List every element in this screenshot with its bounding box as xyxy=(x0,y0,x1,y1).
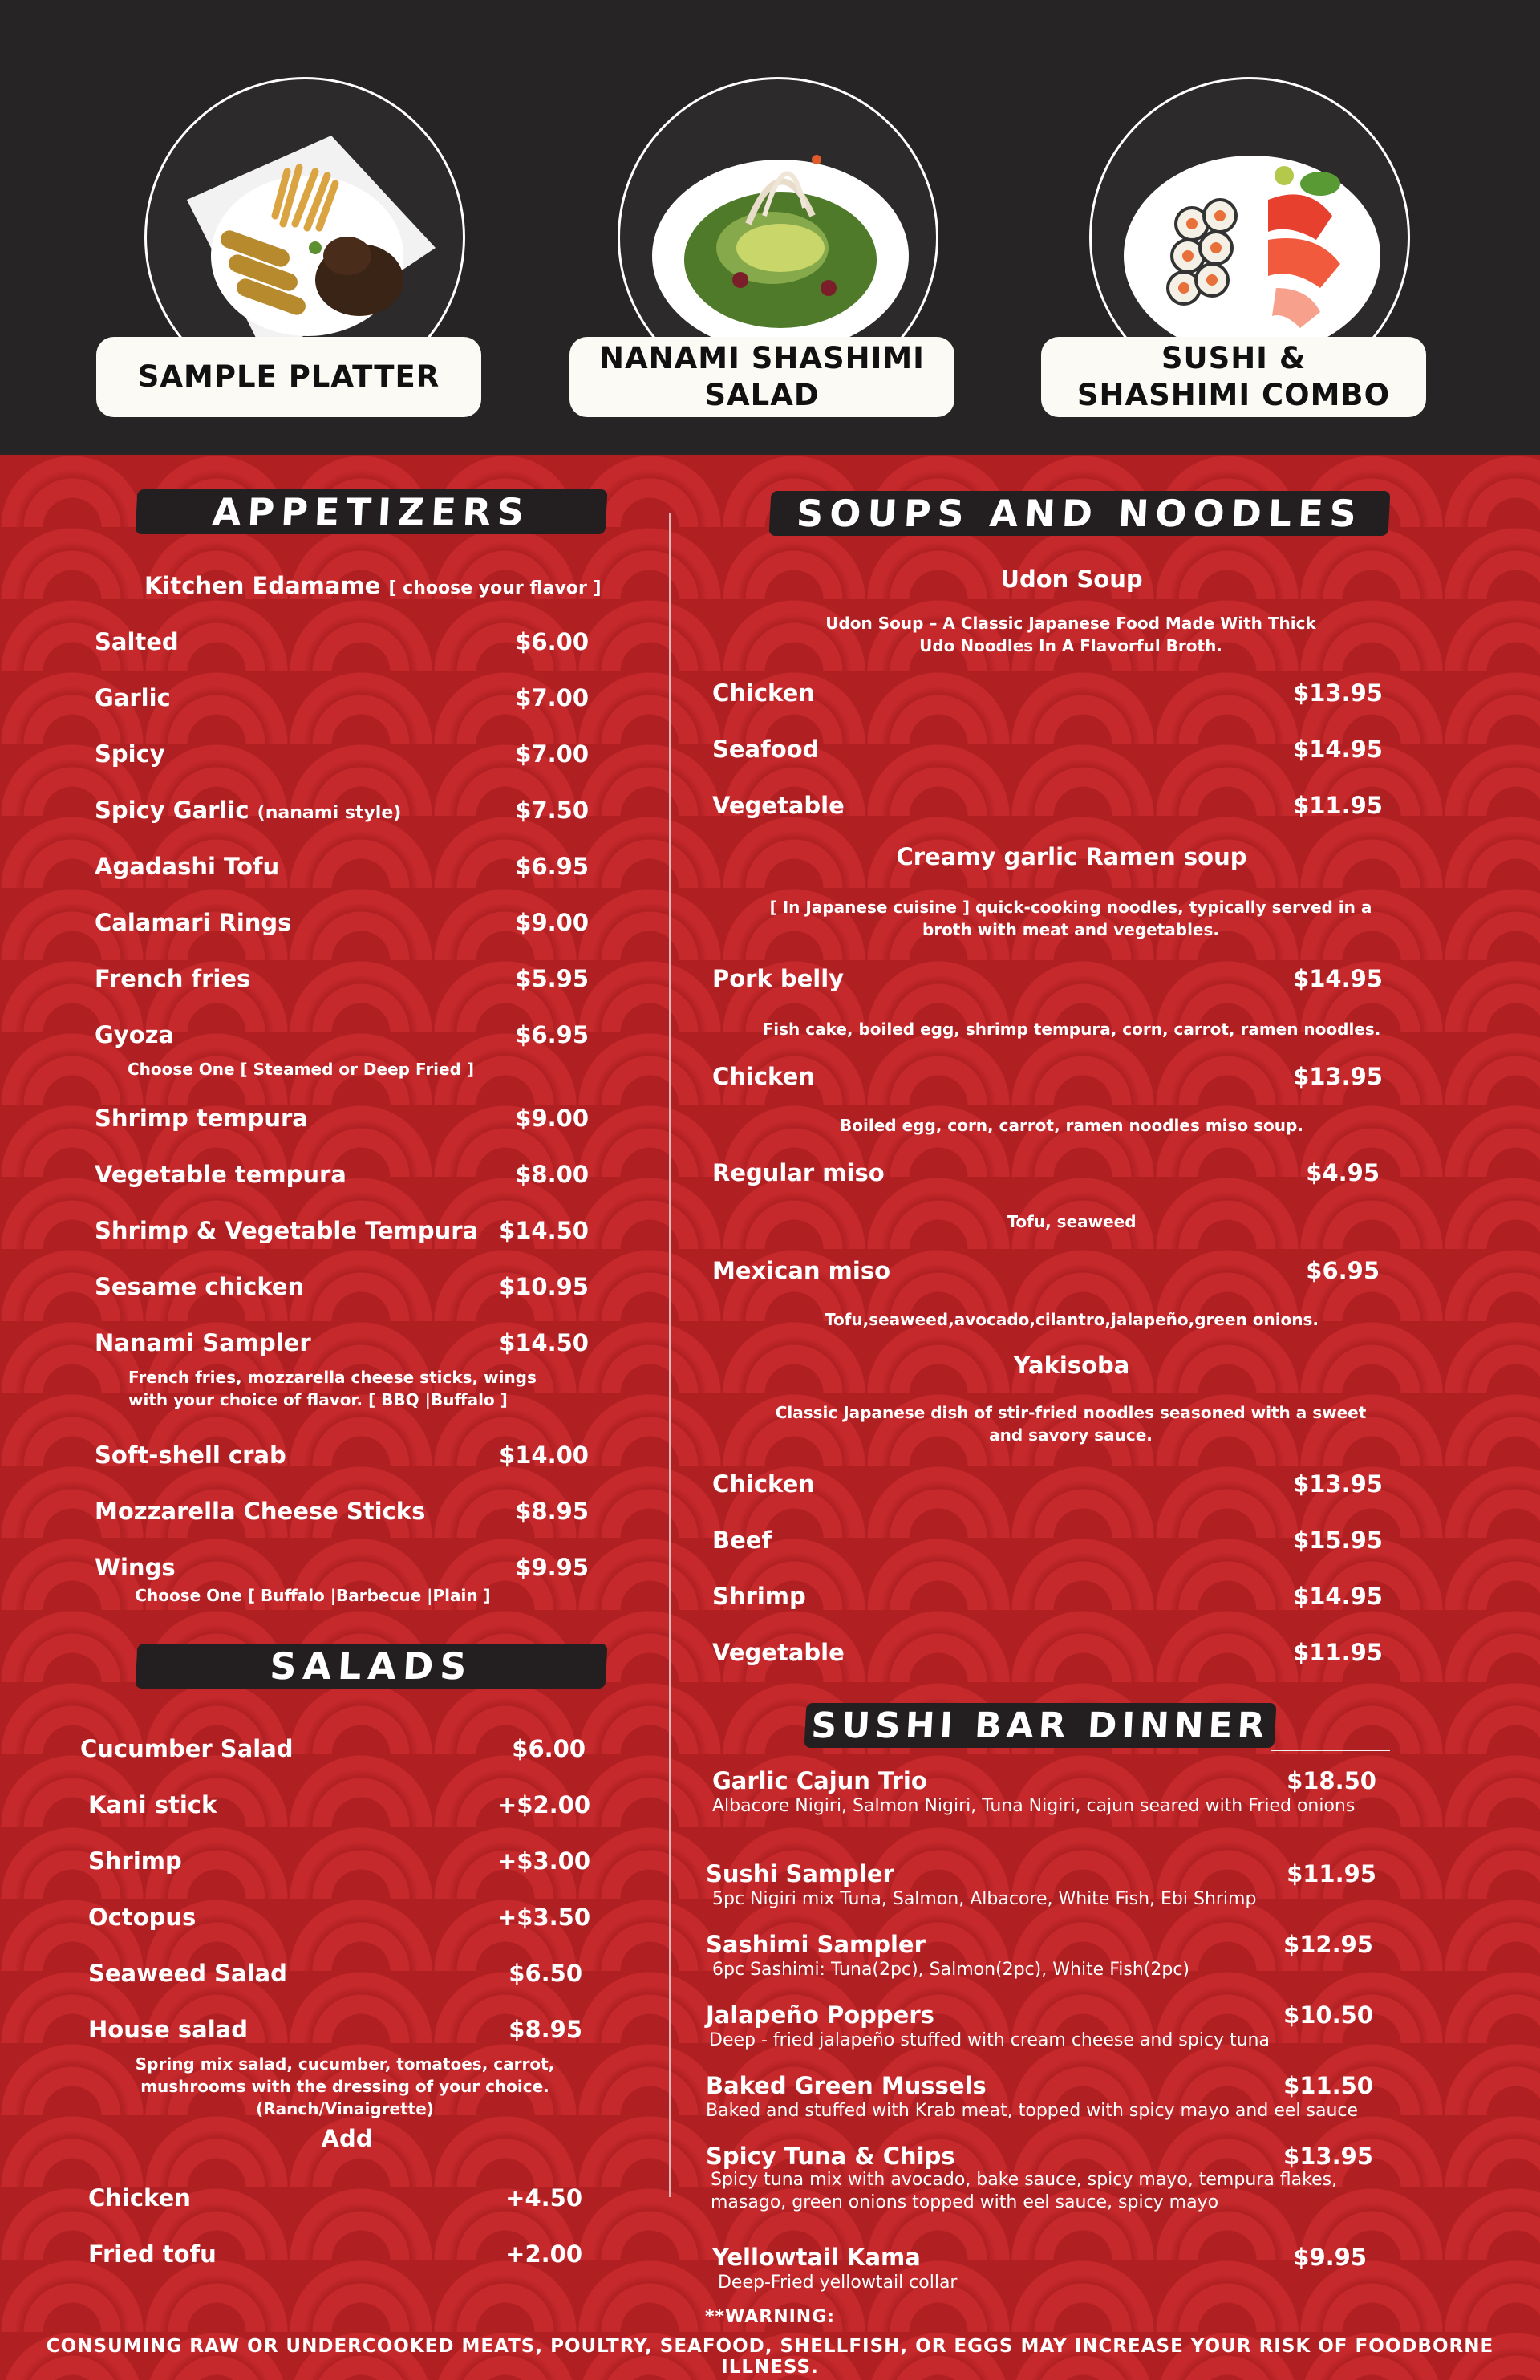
nanami-salad-label xyxy=(569,337,954,417)
appetizer-item-desc: French fries, mozzarella cheese sticks, wings with your choice of flavor. [ BBQ |Buffalo ] xyxy=(128,1368,537,1409)
udon-heading: Udon Soup xyxy=(1000,566,1143,593)
sushi-item-price: $18.50 xyxy=(1287,1767,1376,1794)
appetizer-item-note: (nanami style) xyxy=(257,803,402,823)
ramen-item-desc: Fish cake, boiled egg, shrimp tempura, corn, carrot, ramen noodles. xyxy=(762,1020,1381,1039)
appetizer-item-name: Garlic xyxy=(95,684,171,712)
sushi-item-name: Yellowtail Kama xyxy=(712,2244,921,2271)
sushi-item-desc: 5pc Nigiri mix Tuna, Salmon, Albacore, White Fish, Ebi Shrimp xyxy=(712,1889,1257,1909)
appetizer-item-name: Wings xyxy=(95,1554,176,1581)
soups-noodles-header: SOUPS AND NOODLES xyxy=(769,491,1391,536)
udon-item-name: Vegetable xyxy=(712,792,845,819)
salad-addon-price: +2.00 xyxy=(505,2240,582,2268)
featured-title-line2: SALAD xyxy=(704,378,820,412)
yakisoba-desc: Classic Japanese dish of stir-fried noodles seasoned with a sweet and savory sauce. xyxy=(775,1403,1367,1445)
sushi-item-price: $11.95 xyxy=(1287,1860,1376,1887)
appetizer-item-price: $7.50 xyxy=(515,797,589,824)
ramen-item-price: $6.95 xyxy=(1306,1257,1380,1284)
sushi-item-desc-line2: masago, green onions topped with eel sauce, spicy mayo xyxy=(711,2192,1219,2212)
appetizer-item-price: $9.00 xyxy=(515,1105,589,1132)
udon-item-name: Chicken xyxy=(712,679,815,707)
sushi-item-price: $9.95 xyxy=(1293,2244,1367,2271)
featured-header xyxy=(0,0,1540,455)
yakisoba-item-price: $11.95 xyxy=(1293,1639,1383,1666)
edamame-heading xyxy=(144,572,602,599)
salad-item-name: Shrimp xyxy=(88,1847,182,1875)
salad-item-name: Seaweed Salad xyxy=(88,1960,287,1987)
appetizer-item-name: Salted xyxy=(95,628,179,655)
appetizers-header: APPETIZERS xyxy=(136,489,608,534)
salad-item-name: Kani stick xyxy=(88,1791,217,1818)
sushi-item-name: Jalapeño Poppers xyxy=(706,2001,934,2029)
appetizer-item-price: $9.00 xyxy=(515,909,589,936)
featured-title-line1: SAMPLE PLATTER xyxy=(137,359,440,394)
sushi-item-name: Baked Green Mussels xyxy=(706,2072,987,2099)
appetizer-item-desc: Choose One [ Steamed or Deep Fried ] xyxy=(127,1060,475,1079)
yakisoba-heading: Yakisoba xyxy=(1013,1352,1130,1379)
appetizer-item-desc: Choose One [ Buffalo |Barbecue |Plain ] xyxy=(135,1586,491,1605)
salad-addon-name: Fried tofu xyxy=(88,2240,217,2268)
appetizer-item-price: $14.00 xyxy=(499,1441,589,1469)
sushi-item-name: Sashimi Sampler xyxy=(706,1931,926,1958)
sample-platter-label xyxy=(96,337,481,417)
udon-desc: Udon Soup – A Classic Japanese Food Made With Thick Udo Noodles In A Flavorful Broth. xyxy=(825,614,1316,655)
sushi-item-desc: 6pc Sashimi: Tuna(2pc), Salmon(2pc), White Fish(2pc) xyxy=(712,1960,1189,1980)
nanami-salad-illustration xyxy=(644,128,917,368)
appetizer-item-name: Soft-shell crab xyxy=(95,1441,286,1469)
yakisoba-item-name: Chicken xyxy=(712,1470,815,1498)
sample-platter-illustration xyxy=(171,128,444,368)
appetizer-item-name-text: Spicy Garlic xyxy=(95,797,249,824)
appetizer-item-price: $7.00 xyxy=(515,740,589,768)
yakisoba-item-price: $15.95 xyxy=(1293,1527,1383,1554)
sushi-bar-rule xyxy=(1271,1750,1390,1751)
salad-item-price: +$2.00 xyxy=(496,1791,590,1818)
appetizer-item-name: Spicy xyxy=(95,740,165,768)
appetizer-item-name: Gyoza xyxy=(95,1021,175,1048)
ramen-item-name: Regular miso xyxy=(712,1159,885,1186)
appetizer-item-price: $7.00 xyxy=(515,684,589,712)
sushi-item-desc: Albacore Nigiri, Salmon Nigiri, Tuna Nigiri, cajun seared with Fried onions xyxy=(712,1796,1356,1816)
menu-body xyxy=(0,455,1540,2380)
salad-item-name: Cucumber Salad xyxy=(80,1735,294,1762)
appetizer-item-price: $6.95 xyxy=(515,1021,589,1048)
column-divider xyxy=(669,513,671,2197)
appetizer-item-price: $9.95 xyxy=(515,1554,589,1581)
udon-item-price: $11.95 xyxy=(1293,792,1383,819)
edamame-heading-text: Kitchen Edamame xyxy=(144,572,381,599)
featured-title-line1: NANAMI SHASHIMI xyxy=(599,341,925,375)
yakisoba-item-name: Vegetable xyxy=(712,1639,845,1666)
yakisoba-item-price: $14.95 xyxy=(1293,1583,1383,1610)
sushi-item-price: $12.95 xyxy=(1283,1931,1373,1958)
ramen-item-price: $14.95 xyxy=(1293,965,1383,992)
udon-item-name: Seafood xyxy=(712,736,820,763)
appetizer-item-price: $6.95 xyxy=(515,853,589,880)
featured-sushi-combo xyxy=(1041,0,1426,455)
salad-item-name: House salad xyxy=(88,2016,248,2043)
sushi-item-price: $11.50 xyxy=(1283,2072,1373,2099)
salad-item-price: $6.50 xyxy=(509,1960,582,1987)
salad-item-price: $6.00 xyxy=(512,1735,586,1762)
edamame-note: [ choose your flavor ] xyxy=(388,578,602,598)
appetizer-item-price: $6.00 xyxy=(515,628,589,655)
sushi-item-name: Spicy Tuna & Chips xyxy=(706,2143,955,2170)
appetizer-item-name: Mozzarella Cheese Sticks xyxy=(95,1498,426,1525)
featured-title-line2: SHASHIMI COMBO xyxy=(1076,378,1391,412)
ramen-desc: [ In Japanese cuisine ] quick-cooking noodles, typically served in a broth with meat and vegetables. xyxy=(769,898,1372,939)
footer-warning-label: **WARNING: xyxy=(704,2307,836,2327)
ramen-item-price: $13.95 xyxy=(1293,1063,1383,1090)
ramen-item-name: Chicken xyxy=(712,1063,815,1090)
salad-item-desc: Spring mix salad, cucumber, tomatoes, carrot, mushrooms with the dressing of your choice. (Ranch/Vinaigrette) xyxy=(135,2054,555,2118)
ramen-item-name: Mexican miso xyxy=(712,1257,891,1284)
ramen-item-desc: Boiled egg, corn, carrot, ramen noodles miso soup. xyxy=(840,1116,1303,1135)
appetizer-item-price: $10.95 xyxy=(499,1273,589,1300)
yakisoba-item-name: Beef xyxy=(712,1527,772,1554)
ramen-item-desc: Tofu,seaweed,avocado,cilantro,jalapeño,green onions. xyxy=(824,1310,1319,1329)
sushi-combo-illustration xyxy=(1116,128,1388,368)
appetizer-item-name: Sesame chicken xyxy=(95,1273,305,1300)
yakisoba-item-price: $13.95 xyxy=(1293,1470,1383,1498)
salad-add-label: Add xyxy=(321,2125,373,2152)
featured-nanami-salad xyxy=(569,0,954,455)
sushi-bar-header: SUSHI BAR DINNER xyxy=(804,1703,1277,1748)
appetizer-item-price: $8.95 xyxy=(515,1498,589,1525)
appetizer-item-name xyxy=(95,797,401,824)
sushi-combo-label xyxy=(1041,337,1426,417)
sushi-item-desc: Deep - fried jalapeño stuffed with cream cheese and spicy tuna xyxy=(709,2030,1270,2050)
ramen-item-name: Pork belly xyxy=(712,965,845,992)
salad-item-price: +$3.00 xyxy=(496,1847,590,1875)
salad-item-price: $8.95 xyxy=(509,2016,582,2043)
salad-addon-price: +4.50 xyxy=(505,2184,582,2212)
appetizer-item-name: French fries xyxy=(95,965,251,992)
appetizer-item-name: Shrimp tempura xyxy=(95,1105,308,1132)
ramen-item-price: $4.95 xyxy=(1306,1159,1380,1186)
udon-item-price: $14.95 xyxy=(1293,736,1383,763)
salad-addon-name: Chicken xyxy=(88,2184,191,2212)
salad-item-name: Octopus xyxy=(88,1904,197,1931)
appetizer-item-name: Shrimp & Vegetable Tempura xyxy=(95,1217,479,1244)
appetizer-item-name: Nanami Sampler xyxy=(95,1329,311,1356)
ramen-item-desc: Tofu, seaweed xyxy=(1007,1212,1137,1231)
sushi-item-desc: Deep-Fried yellowtail collar xyxy=(712,2273,958,2293)
udon-item-price: $13.95 xyxy=(1293,679,1383,707)
featured-sample-platter xyxy=(96,0,481,455)
salads-header: SALADS xyxy=(136,1644,608,1689)
salad-item-price: +$3.50 xyxy=(496,1904,590,1931)
appetizer-item-price: $5.95 xyxy=(515,965,589,992)
featured-title-line1: SUSHI & xyxy=(1161,341,1307,375)
sushi-item-price: $13.95 xyxy=(1283,2143,1373,2170)
footer-warning-text: CONSUMING RAW OR UNDERCOOKED MEATS, POULTRY, SEAFOOD, SHELLFISH, OR EGGS MAY INCREASE YOUR RISK OF FOODBORNE ILLNESS. xyxy=(46,2336,1494,2378)
ramen-heading: Creamy garlic Ramen soup xyxy=(896,843,1247,870)
sushi-item-name: Garlic Cajun Trio xyxy=(712,1767,927,1794)
appetizer-item-price: $8.00 xyxy=(515,1161,589,1188)
yakisoba-item-name: Shrimp xyxy=(712,1583,806,1610)
sushi-item-desc: Spicy tuna mix with avocado, bake sauce, spicy mayo, tempura flakes, xyxy=(711,2170,1338,2190)
appetizer-item-price: $14.50 xyxy=(499,1329,589,1356)
appetizer-item-name: Vegetable tempura xyxy=(95,1161,346,1188)
appetizer-item-price: $14.50 xyxy=(499,1217,589,1244)
appetizer-item-name: Agadashi Tofu xyxy=(95,853,280,880)
sushi-item-desc: Baked and stuffed with Krab meat, topped with spicy mayo and eel sauce xyxy=(706,2101,1359,2121)
sushi-item-price: $10.50 xyxy=(1283,2001,1373,2029)
sushi-item-name: Sushi Sampler xyxy=(706,1860,894,1887)
appetizer-item-name: Calamari Rings xyxy=(95,909,292,936)
